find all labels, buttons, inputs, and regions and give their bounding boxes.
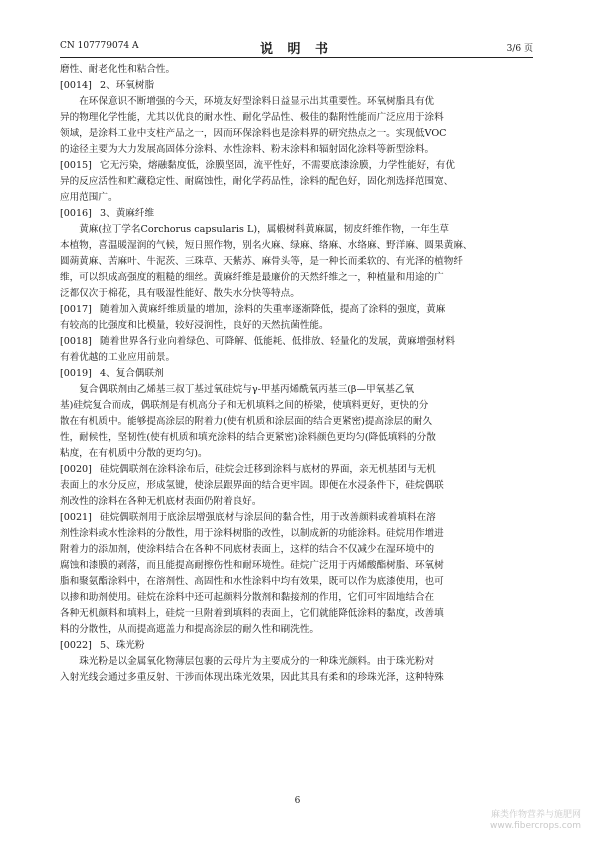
line-text: 2、环氧树脂 [100,80,155,91]
text-line [60,462,533,478]
paragraph-number: [0020] [60,464,92,475]
document-title: 说 明 书 [259,42,334,57]
text-line [60,238,533,254]
line-text: 腐蚀和漆膜的剥落，而且能提高耐擦伤性和耐环境性。硅烷广泛用于丙烯酸酯树脂、环氧树 [60,560,444,571]
line-text: 有着优越的工业应用前景。 [60,352,176,363]
line-text: 散在有机质中。能够提高涂层的附着力(使有机质和涂层面的结合更紧密)提高涂层的耐久 [60,416,433,427]
line-text: 料的分散性，从而提高遮盖力和提高涂层的耐久性和刷洗性。 [60,624,320,635]
text-line [60,334,533,350]
line-text: 硅烷偶联剂用于底涂层增强底材与涂层间的黏合性，用于改善颜料或着填料在溶 [100,512,436,523]
line-text: 珠光粉是以金属氧化物薄层包裹的云母片为主要成分的一种珠光颜料。由于珠光粉对 [79,656,435,667]
text-line [60,542,533,558]
page-indicator: 3/6 页 [506,44,533,54]
line-text: 黄麻(拉丁学名Corchorus capsularis L)，属椴树科黄麻属，韧皮纤维作物，一年生草 [79,224,450,235]
text-line [60,286,533,302]
text-line [60,270,533,286]
text-line [60,126,533,142]
text-line [60,590,533,606]
paragraph-number: [0014] [60,80,92,91]
text-line [60,254,533,270]
line-text: 硅烷偶联剂在涂料涂布后，硅烷会迁移到涂料与底材的界面，亲无机基团与无机 [100,464,436,475]
text-line [60,526,533,542]
watermark [490,810,581,832]
paragraph-number: [0018] [60,336,92,347]
text-line [60,190,533,206]
text-line [60,318,533,334]
text-line [60,398,533,414]
line-text: 剂改性的涂料在各种无机底材表面仍附着良好。 [60,496,262,507]
line-text: 领域，是涂料工业中支柱产品之一，因而环保涂料也是涂料界的研究热点之一。实现低VOC [60,128,447,139]
text-line [60,494,533,510]
line-text: 的途径主要为大力发展高固体分涂料、水性涂料、粉末涂料和辐射固化涂料等新型涂料。 [60,144,435,155]
line-text: 入射光线会通过多重反射、干涉而体现出珠光效果，因此其具有柔和的珍珠光泽，这种特殊 [60,672,444,683]
page-header [60,38,533,57]
paragraph-number: [0016] [60,208,92,219]
paragraph-number: [0017] [60,304,92,315]
text-line [60,206,533,222]
line-text: 附着力的添加剂，使涂料结合在各种不同底材表面上，这样的结合不仅减少在湿环境中的 [60,544,435,555]
line-text: 基)硅烷复合而成，偶联剂是有机高分子和无机填料之间的桥梁，使填料更好，更快的分 [60,400,429,411]
text-line [60,446,533,462]
line-text: 5、珠光粉 [100,640,145,651]
line-text: 各种无机颜料和填料上，硅烷一旦附着到填料的表面上，它们就能降低涂料的黏度，改善填 [60,608,444,619]
line-text: 脂和聚氨酯涂料中，在溶剂性、高固性和水性涂料中均有效果，既可以作为底漆使用，也可 [60,576,444,587]
line-text: 应用范围广。 [60,192,118,203]
line-text: 圆蒴黄麻、苦麻叶、牛泥茨、三珠草、天紫苏、麻骨头等，是一种长而柔软的、有光泽的植物纤 [60,256,463,267]
text-line [60,350,533,366]
line-text: 性，耐候性，坚韧性(使有机质和填充涂料的结合更紧密)涂料颜色更均匀(降低填料的分散 [60,432,436,443]
text-line [60,622,533,638]
header-rule [60,57,533,58]
text-line [60,654,533,670]
text-line [60,222,533,238]
watermark-url: www.fibercrops.com [490,821,581,831]
line-text: 剂性涂料或水性涂料的分散性，用于涂料树脂的改性，以制成新的功能涂料。硅烷用作增进 [60,528,444,539]
line-text: 随着世界各行业向着绿色、可降解、低能耗、低排放、轻量化的发展，黄麻增强材料 [100,336,455,347]
line-text: 以掺和助剂使用。硅烷在涂料中还可起颜料分散剂和黏接剂的作用，它们可牢固地结合在 [60,592,435,603]
text-line [60,638,533,654]
line-text: 异的反应活性和贮藏稳定性、耐腐蚀性，耐化学药品性，涂料的配色好，固化剂选择范围宽、 [60,176,454,187]
text-line [60,606,533,622]
text-line [60,110,533,126]
line-text: 有较高的比强度和比模量，较好浸润性，良好的天然抗菌性能。 [60,320,329,331]
watermark-title: 麻类作物营养与施肥网 [490,810,581,820]
paragraph-number: [0019] [60,368,92,379]
line-text: 复合偶联剂由乙烯基三叔丁基过氧硅烷与γ-甲基丙烯酰氧丙基三(β—甲氧基乙氧 [79,384,415,395]
line-text: 本植物，喜温暖湿润的气候，短日照作物，别名火麻、绿麻、络麻、水络麻、野洋麻、圆果黄麻、 [60,240,473,251]
text-line [60,366,533,382]
line-text: 磨性、耐老化性和粘合性。 [60,64,176,75]
line-text: 它无污染，熔融黏度低，涂膜坚固，流平性好，不需要底漆涂膜，力学性能好，有优 [100,160,455,171]
line-text: 在环保意识不断增强的今天，环境友好型涂料日益显示出其重要性。环氧树脂具有优 [79,96,435,107]
paragraph-number: [0015] [60,160,92,171]
text-line [60,382,533,398]
text-line [60,94,533,110]
text-line [60,302,533,318]
text-line [60,78,533,94]
paragraph-number: [0022] [60,640,92,651]
text-line [60,62,533,78]
text-line [60,558,533,574]
line-text: 维，可以织成高强度的粗糙的细丝。黄麻纤维是最廉价的天然纤维之一，种植量和用途的广 [60,272,444,283]
line-text: 3、黄麻纤维 [100,208,155,219]
text-line [60,430,533,446]
text-line [60,510,533,526]
text-line [60,414,533,430]
text-line [60,142,533,158]
line-text: 表面上的水分反应，形成氢键，使涂层跟界面的结合更牢固。即便在水浸条件下，硅烷偶联 [60,480,444,491]
text-line [60,158,533,174]
paragraph-number: [0021] [60,512,92,523]
line-text: 随着加入黄麻纤维质量的增加，涂料的失重率逐渐降低，提高了涂料的强度，黄麻 [100,304,446,315]
line-text: 异的物理化学性能，尤其以优良的耐水性、耐化学品性、极佳的黏附性能而广泛应用于涂料 [60,112,444,123]
line-text: 粘度，在有机质中分散的更均匀)。 [60,448,208,459]
line-text: 泛都仅次于棉花，具有吸湿性能好、散失水分快等特点。 [60,288,300,299]
publication-number: CN 107779074 A [60,41,139,51]
text-line [60,670,533,686]
text-line [60,574,533,590]
line-text: 4、复合偶联剂 [100,368,164,379]
text-line [60,174,533,190]
page-number: 6 [294,796,301,806]
document-body [60,62,533,686]
text-line [60,478,533,494]
